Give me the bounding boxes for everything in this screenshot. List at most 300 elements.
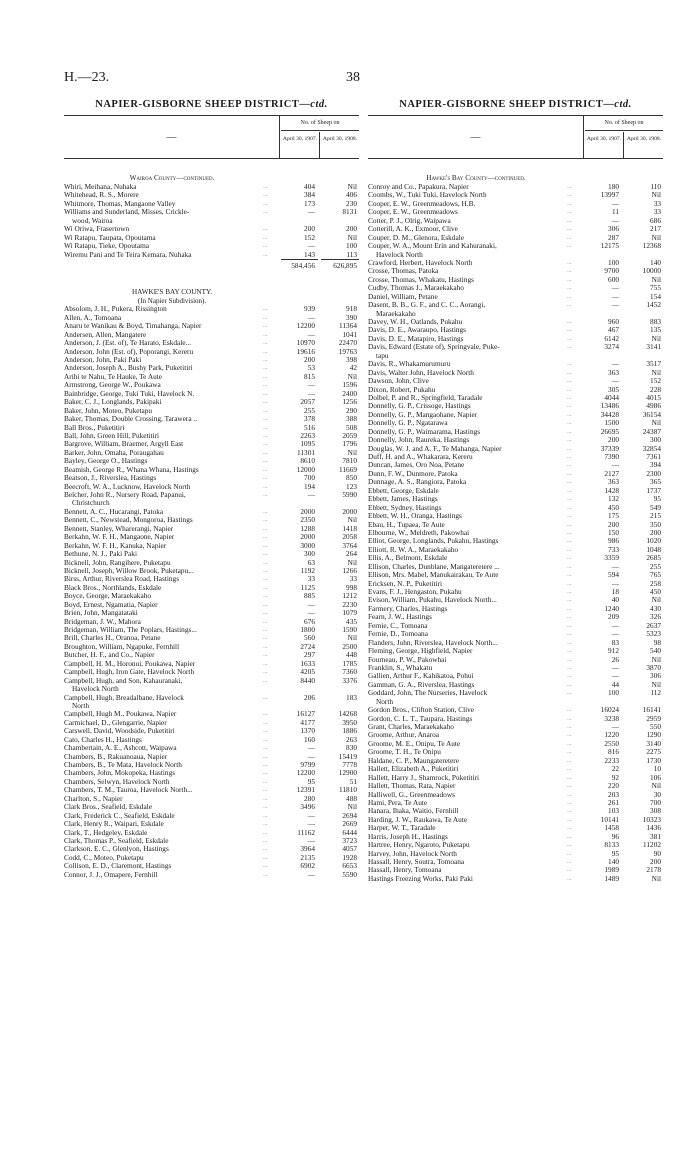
sheep-1908: 2959: [646, 713, 661, 723]
sheep-1908: 135: [650, 325, 661, 335]
sheep-1907: —: [611, 376, 619, 386]
sheep-1907: 816: [608, 747, 619, 757]
holder-name: Maraekakaho: [376, 309, 416, 318]
sheep-1907: 33: [307, 574, 315, 584]
leader-dots: ...: [567, 538, 572, 545]
leader-dots: ...: [263, 551, 268, 558]
leader-dots: ...: [567, 513, 572, 520]
sheep-1908: Nil: [651, 781, 661, 791]
total-1907: 584,456: [281, 259, 318, 272]
sheep-1907: 103: [608, 806, 619, 816]
right-header-1908: April 30, 1908.: [626, 136, 662, 142]
leader-dots: ...: [567, 791, 572, 798]
sheep-1907: 11162: [297, 827, 315, 837]
sheep-1907: 200: [304, 224, 315, 234]
sheep-1907: 287: [608, 232, 619, 242]
sheep-1908: 113: [346, 249, 357, 259]
sheep-1907: 63: [307, 557, 315, 567]
holder-name: Elliot, George, Longlands, Pukahu, Hastings: [368, 537, 499, 546]
sheep-1908: 1212: [342, 591, 357, 601]
holder-name: Anaru te Wanikau & Boyd, Timahanga, Napier: [64, 322, 202, 331]
sheep-1908: 1266: [342, 565, 357, 575]
holder-name: Cotter, P. J., Olrig, Waipawa: [368, 216, 451, 225]
sheep-1908: 14268: [338, 709, 357, 719]
sheep-1907: 363: [608, 477, 619, 487]
leader-dots: ...: [567, 740, 572, 747]
holder-name: Chambers, B., Te Mata, Havelock North: [64, 761, 182, 769]
holder-name: Haldane, C. P., Maungateretere: [368, 756, 459, 765]
sheep-1908: Nil: [651, 333, 661, 343]
sheep-1907: —: [307, 743, 315, 753]
leader-dots: ...: [567, 184, 572, 190]
sheep-1908: 230: [346, 198, 357, 208]
sheep-1908: 24387: [642, 426, 661, 436]
sheep-1908: 700: [650, 797, 661, 807]
leader-dots: ...: [567, 546, 572, 553]
sheep-1907: —: [307, 312, 315, 322]
sheep-1908: 2400: [342, 388, 357, 398]
leader-dots: ...: [263, 441, 268, 448]
holder-name: Groome, M. E., Onipu, Te Aute: [368, 739, 461, 748]
leader-dots: ...: [263, 821, 268, 828]
holder-name: Gordon, C. L. T., Taupara, Hastings: [368, 714, 473, 723]
holder-name: Charlton, S., Napier: [64, 794, 123, 803]
holder-name: Beatson, J., Riverslea, Hastings: [64, 474, 157, 483]
sheep-1907: 22: [611, 764, 619, 774]
sheep-1908: Nil: [651, 274, 661, 284]
sheep-1908: 1418: [342, 523, 357, 533]
leader-dots: ...: [567, 563, 572, 570]
holder-name: Davis, Edward (Estate of), Springvale, Puke-: [368, 343, 500, 352]
leader-dots: ...: [263, 854, 268, 861]
leader-dots: ...: [567, 344, 572, 351]
left-subsection-napier: (In Napier Subdivision).: [137, 296, 207, 305]
holder-name: Davis, D. E., Awaraupo, Hastings: [368, 326, 467, 335]
left-column: [64, 98, 359, 1148]
sheep-1908: 42: [349, 363, 357, 373]
leader-dots: ...: [263, 449, 268, 456]
sheep-1908: 22470: [338, 338, 357, 348]
leader-dots: ...: [263, 200, 268, 207]
holder-name: Belcher, John R., Nursery Road, Papanui,: [64, 491, 186, 499]
sheep-1907: 220: [608, 781, 619, 791]
holder-name: Harding, J. W., Raukawa, Te Aute: [368, 815, 468, 824]
holder-name: Davis, Walter John, Havelock North: [368, 368, 474, 377]
sheep-1908: 850: [346, 473, 357, 483]
leader-dots: ...: [567, 226, 572, 233]
sheep-1907: —: [307, 869, 315, 879]
leader-dots: ...: [263, 762, 268, 768]
sheep-1907: —: [611, 620, 619, 630]
right-hawkes-bay-row: [368, 242, 663, 250]
sheep-1907: 40: [611, 595, 619, 605]
holder-name: Andersen, Allen, Mangatere: [64, 330, 147, 339]
holder-name: Barker, John, Omaha, Poraugahau: [64, 448, 164, 457]
sheep-1908: 8131: [342, 207, 357, 217]
sheep-1907: 2550: [604, 738, 619, 748]
holder-name: Havelock North: [72, 685, 119, 694]
leader-dots: ...: [567, 681, 572, 688]
holder-name: Baker, Thomas, Double Crossing, Tarawera ..: [64, 415, 198, 424]
sheep-1907: 209: [608, 612, 619, 622]
sheep-1908: 883: [650, 317, 661, 326]
leader-dots: ...: [263, 576, 268, 583]
report-code: H.—23.: [64, 70, 110, 85]
sheep-1907: 4177: [300, 717, 315, 727]
holder-name: Harvey, John, Havelock North: [368, 849, 457, 858]
sheep-1908: 11810: [339, 785, 357, 795]
leader-dots: ...: [263, 314, 268, 321]
sheep-1908: 112: [650, 688, 661, 698]
holder-name: Elbourne, W., Meldreth, Pakowhai: [368, 528, 470, 537]
leader-dots: ...: [567, 302, 572, 309]
sheep-1907: 96: [611, 831, 619, 841]
sheep-1907: 1370: [300, 726, 315, 736]
leader-dots: ...: [567, 631, 572, 638]
holder-name: Ellison, Charles, Dunblane, Mangateretere ...: [368, 562, 500, 571]
sheep-1908: 7778: [342, 760, 357, 769]
leader-dots: ...: [567, 445, 572, 452]
holder-name: Gallien, Arthur F., Kahikatoa, Pohui: [368, 672, 474, 681]
sheep-1907: 16024: [600, 705, 619, 715]
sheep-1907: 132: [608, 494, 619, 504]
sheep-1907: —: [611, 722, 619, 731]
sheep-1908: 51: [349, 776, 357, 786]
holder-name: North: [72, 701, 90, 710]
holder-name: Crosse, Thomas, Whakatu, Hastings: [368, 275, 474, 284]
holder-name: Gordon Bros., Clifton Station, Clive: [368, 706, 475, 715]
sheep-1907: 261: [608, 797, 619, 807]
leader-dots: ...: [263, 508, 268, 515]
sheep-1908: 33: [349, 574, 357, 584]
sheep-1908: 1256: [342, 397, 357, 407]
left-header-1907: April 30, 1907.: [281, 132, 320, 159]
sheep-1908: 3723: [342, 835, 357, 845]
holder-name: Christchurch: [72, 499, 110, 508]
sheep-1908: 6653: [342, 861, 357, 871]
leader-dots: ...: [263, 753, 268, 760]
holder-name: Bicknell, John, Rangihere, Puketapu: [64, 558, 171, 567]
holder-name: Fourneau, P. W., Pakowhai: [368, 655, 447, 664]
holder-name: Crosse, Thomas, Patoka: [368, 267, 439, 276]
leader-dots: ...: [567, 842, 572, 849]
sheep-1908: 123: [346, 481, 357, 491]
leader-dots: ...: [263, 635, 268, 642]
leader-dots: ...: [567, 875, 572, 882]
sheep-1908: 36154: [642, 409, 661, 419]
holder-name: Flanders, John, Riverslea, Havelock North...: [368, 638, 498, 647]
sheep-1907: 2000: [300, 532, 315, 542]
leader-dots: ...: [567, 335, 572, 342]
leader-dots: ...: [263, 525, 268, 532]
leader-dots: ...: [567, 209, 572, 216]
holder-name: Harris, Joseph H., Hastings: [368, 832, 448, 841]
sheep-1908: 140: [650, 257, 661, 267]
sheep-1908: 95: [653, 494, 661, 504]
sheep-1907: —: [307, 329, 315, 339]
sheep-1907: 1458: [604, 823, 619, 833]
leader-dots: ...: [567, 766, 572, 773]
holder-name: Chambertain, A. E., Ashcott, Waipawa: [64, 744, 177, 753]
sheep-1908: 2300: [646, 468, 661, 478]
leader-dots: ...: [263, 745, 268, 752]
sheep-1907: —: [307, 819, 315, 829]
sheep-1908: Nil: [651, 595, 661, 605]
sheep-1907: 16127: [296, 709, 315, 719]
leader-dots: ...: [263, 736, 268, 743]
leader-dots: ...: [263, 694, 268, 701]
sheep-1907: 6142: [604, 333, 619, 343]
leader-dots: ...: [567, 867, 572, 874]
sheep-1908: 7810: [342, 456, 357, 466]
sheep-1907: 143: [304, 249, 315, 259]
sheep-1908: 90: [653, 848, 661, 858]
holder-name: Clark, T., Hedgeley, Eskdale: [64, 828, 148, 837]
leader-dots: ...: [567, 673, 572, 680]
holder-name: Baker, John, Moteo, Puketapu: [64, 406, 153, 415]
sheep-1908: 1290: [646, 730, 661, 740]
holder-name: Gamman, G. A., Riverslea, Hastings: [368, 680, 475, 689]
holder-name: Hanara, Ihaka, Waitio, Fernhill: [368, 807, 459, 816]
leader-dots: ...: [263, 382, 268, 389]
holder-name: Carswell, David, Woodside, Puketitiri: [64, 727, 175, 736]
sheep-1908: 394: [650, 460, 661, 470]
leader-dots: ...: [263, 542, 268, 549]
sheep-1907: 2000: [300, 506, 315, 516]
holder-name: Couper, W. A., Mount Erin and Kahuranaki,: [368, 242, 497, 251]
holder-name: Bridgeman, J. W., Mahora: [64, 617, 141, 626]
sheep-1907: 1192: [300, 565, 315, 575]
leader-dots: ...: [263, 365, 268, 372]
sheep-1907: 12000: [296, 464, 315, 474]
leader-dots: ...: [567, 259, 572, 266]
sheep-1908: Nil: [651, 190, 661, 200]
holder-name: Dasent, B. B., G. F., and C. C., Aorangi,: [368, 301, 486, 310]
holder-name: Cudby, Thomas J., Maraekakaho: [368, 284, 464, 293]
holder-name: Clark, Frederick C., Seafield, Eskdale: [64, 811, 175, 820]
sheep-1908: 7361: [646, 452, 661, 461]
sheep-1907: 384: [304, 190, 315, 200]
holder-name: Douglas, W. J. and A. F., Te Mahanga, Napier: [368, 444, 502, 453]
leader-dots: ...: [567, 504, 572, 511]
holder-name: Campbell, Hugh, and Son, Kahauranaki,: [64, 676, 183, 685]
sheep-1907: 150: [608, 527, 619, 537]
sheep-1908: 228: [650, 384, 661, 394]
right-hawkes-bay-row: [368, 343, 663, 351]
sheep-1907: 306: [608, 224, 619, 234]
holder-name: Dawson, John, Clive: [368, 377, 429, 386]
leader-dots: ...: [567, 487, 572, 494]
holder-name: Wi Ratapu, Tieke, Opoutama: [64, 242, 150, 251]
left-section-hawkes-bay: HAWKE'S BAY COUNTY.: [131, 287, 213, 296]
holder-name: Bethune, N. J., Paki Paki: [64, 550, 137, 559]
sheep-1908: 1785: [342, 658, 357, 668]
leader-dots: ...: [567, 437, 572, 444]
leader-dots: ...: [567, 656, 572, 663]
sheep-1907: 1500: [604, 418, 619, 428]
sheep-1908: 2275: [646, 747, 661, 757]
leader-dots: ...: [263, 610, 268, 617]
holder-name: Evison, William, Pukahu, Havelock North...: [368, 596, 497, 605]
sheep-1907: 200: [304, 355, 315, 364]
sheep-1908: 106: [650, 772, 661, 782]
holder-name: Coombs, W., Tuki Tuki, Havelock North: [368, 191, 487, 200]
sheep-1907: 2233: [604, 755, 619, 765]
sheep-1908: 3141: [646, 342, 661, 352]
holder-name: Bennett, Stanley, Wharerangi, Napier: [64, 524, 174, 533]
sheep-1908: 12900: [338, 768, 357, 778]
leader-dots: ...: [263, 416, 268, 423]
sheep-1908: Nil: [651, 873, 661, 883]
leader-dots: ...: [567, 200, 572, 207]
leader-dots: ...: [567, 597, 572, 604]
sheep-1907: 180: [608, 182, 619, 191]
leader-dots: ...: [567, 799, 572, 806]
sheep-1907: 450: [608, 502, 619, 512]
sheep-1907: 203: [608, 789, 619, 799]
sheep-1907: 305: [608, 384, 619, 394]
left-table-body: [64, 163, 359, 879]
sheep-1907: 206: [304, 692, 315, 702]
holder-name: Bennett, C., Newstead, Mongoroa, Hastings: [64, 516, 193, 525]
leader-dots: ...: [263, 251, 268, 258]
leader-dots: ...: [263, 390, 268, 397]
sheep-1908: 306: [650, 671, 661, 681]
holder-name: Brill, Charles H., Oranoa, Petane: [64, 634, 161, 643]
sheep-1908: 4015: [646, 392, 661, 402]
sheep-1908: 1886: [342, 726, 357, 736]
leader-dots: ...: [263, 373, 268, 380]
holder-name: Ericksen, N. P., Puketitiri: [368, 579, 442, 588]
holder-name: Anderson, John (Est. of), Poporangi, Kereru: [64, 347, 194, 356]
holder-name: Anderson, Joseph A., Bushy Park, Puketitiri: [64, 364, 193, 373]
sheep-1907: 960: [608, 317, 619, 326]
leader-dots: ...: [567, 386, 572, 393]
sheep-1908: 217: [650, 224, 661, 234]
leader-dots: ...: [567, 394, 572, 401]
right-column: [368, 98, 663, 1148]
sheep-1908: Nil: [347, 515, 357, 525]
right-header-no-of-sheep: No. of Sheep on: [585, 116, 663, 131]
sheep-1908: 110: [650, 182, 661, 191]
holder-name: Ebbett, Sydney, Hastings: [368, 503, 442, 512]
sheep-1908: 3140: [646, 738, 661, 748]
sheep-1907: 594: [608, 570, 619, 580]
leader-dots: ...: [263, 357, 268, 363]
sheep-1908: 2694: [342, 810, 357, 820]
sheep-1907: 12200: [296, 768, 315, 778]
right-section-hawkes-bay-continued: Hawke's Bay County—continued.: [426, 174, 526, 182]
sheep-1907: —: [611, 671, 619, 681]
sheep-1907: 140: [608, 857, 619, 866]
sheep-1907: —: [307, 835, 315, 845]
sheep-1907: 7390: [604, 452, 619, 461]
sheep-1907: 26: [611, 654, 619, 664]
sheep-1907: 26695: [600, 426, 619, 436]
leader-dots: ...: [567, 192, 572, 199]
sheep-1908: 1048: [646, 544, 661, 554]
sheep-1908: 183: [346, 692, 357, 702]
leader-dots: ...: [567, 378, 572, 385]
leader-dots: ...: [263, 677, 268, 684]
right-header-1907: April 30, 1907.: [585, 132, 624, 159]
holder-name: Boyd, Ernest, Ngamatia, Napier: [64, 600, 158, 609]
holder-name: Daniel, William, Petane: [368, 292, 438, 301]
sheep-1907: 19616: [296, 346, 315, 356]
left-wairoa-row: [64, 208, 359, 216]
leader-dots: ...: [263, 483, 268, 490]
sheep-1908: 350: [650, 519, 661, 529]
leader-dots: ...: [263, 209, 268, 216]
sheep-1908: 755: [650, 283, 661, 293]
leader-dots: ...: [263, 192, 268, 199]
leader-dots: ...: [263, 804, 268, 811]
sheep-1907: —: [611, 561, 619, 571]
sheep-1907: 815: [304, 371, 315, 381]
sheep-1908: 1079: [342, 608, 357, 618]
sheep-1907: —: [611, 662, 619, 672]
sheep-1908: 3950: [342, 717, 357, 727]
holder-name: Duff, H. and A., Whakarara, Kereru: [368, 453, 473, 461]
sheep-1907: 1095: [300, 439, 315, 449]
sheep-1907: 160: [304, 734, 315, 744]
leader-dots: ...: [567, 479, 572, 486]
holder-name: Dunn, F. W., Dunmore, Patoka: [368, 469, 458, 478]
holder-name: Beecroft, W. A., Lucknow, Havelock North: [64, 482, 191, 491]
sheep-1907: 378: [304, 414, 315, 424]
leader-dots: ...: [567, 715, 572, 722]
leader-dots: ...: [567, 276, 572, 283]
holder-name: Campbell, H. M., Horonui, Poukawa, Napier: [64, 659, 196, 668]
sheep-1908: 10000: [642, 266, 661, 276]
sheep-1908: 264: [346, 549, 357, 559]
holder-name: Dunnage, A. S., Rangiora, Patoka: [368, 478, 467, 487]
leader-dots: ...: [567, 470, 572, 477]
sheep-1907: 6902: [300, 861, 315, 871]
sheep-1908: Nil: [651, 679, 661, 689]
sheep-1908: 308: [650, 806, 661, 816]
holder-name: Bridgeman, William, The Poplars, Hastings...: [64, 626, 197, 634]
right-header-dash: —: [368, 116, 584, 159]
holder-name: Ebbett, W. H., Oranga, Hastings: [368, 512, 462, 521]
holder-name: Davis, D. E., Matapiro, Hastings: [368, 334, 464, 343]
sheep-1908: 365: [650, 477, 661, 487]
sheep-1908: 30: [653, 789, 661, 799]
leader-dots: ...: [567, 462, 572, 469]
right-table-body: [368, 163, 663, 883]
holder-name: Ellison, Mrs. Mabel, Manukairakau, Te Aute: [368, 571, 499, 580]
sheep-1907: 100: [608, 257, 619, 267]
sheep-1908: 430: [650, 603, 661, 613]
leader-dots: ...: [263, 787, 268, 794]
sheep-1908: 3376: [342, 675, 357, 685]
sheep-1907: —: [611, 300, 619, 310]
sheep-1907: 1800: [300, 625, 315, 634]
holder-name: Armstrong, George W., Poukawa: [64, 381, 161, 390]
sheep-1908: Nil: [347, 633, 357, 643]
sheep-1908: 33: [653, 207, 661, 217]
holder-name: Hallett, Thomas, Rata, Napier: [368, 782, 456, 791]
sheep-1908: 2230: [342, 599, 357, 609]
leader-dots: ...: [263, 669, 268, 676]
sheep-1907: 733: [608, 544, 619, 554]
leader-dots: ...: [263, 728, 268, 735]
sheep-1907: —: [307, 490, 315, 499]
holder-name: Clark, Henry R., Waipari, Eskdale: [64, 820, 164, 829]
holder-name: Groome, T. H., Te Onipu: [368, 748, 441, 757]
leader-dots: ...: [567, 580, 572, 587]
leader-dots: ...: [263, 652, 268, 659]
